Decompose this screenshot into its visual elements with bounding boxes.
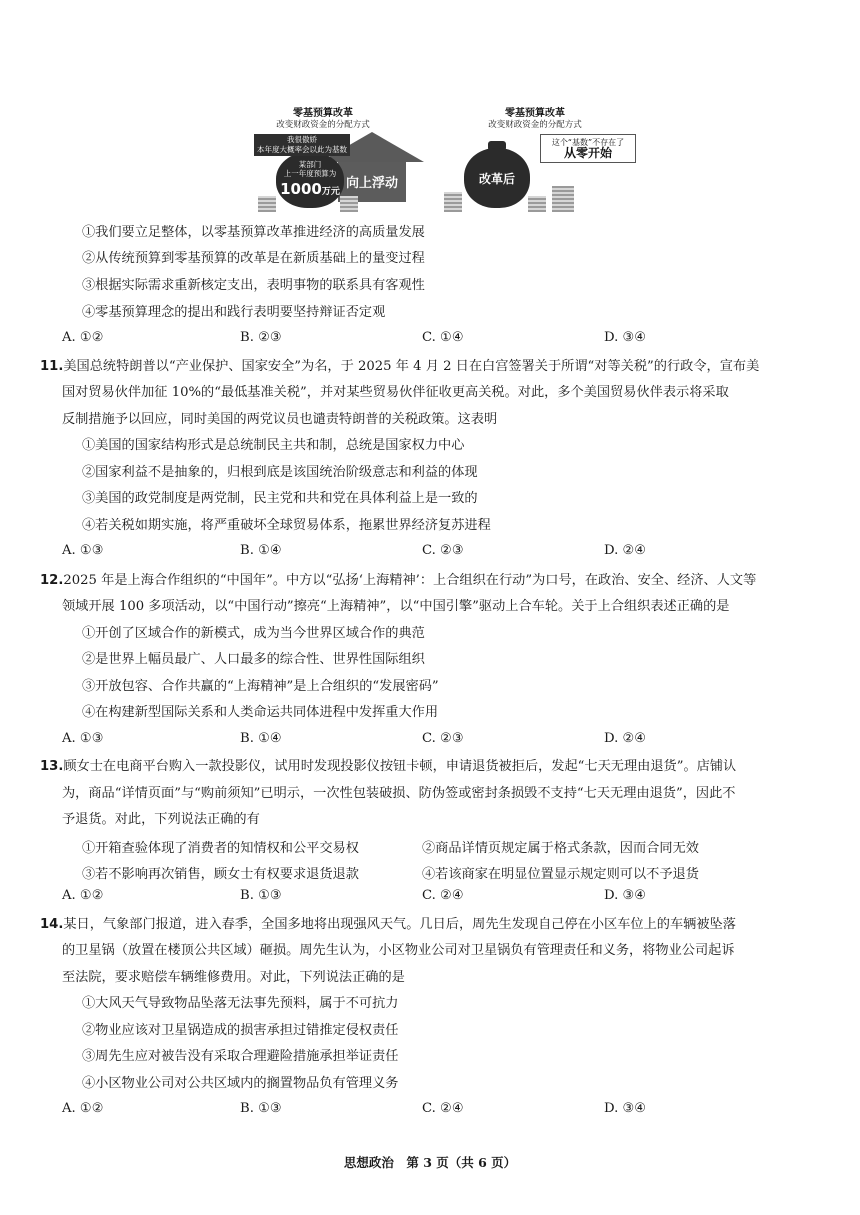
figure-note-line: 这个“基数”不存在了	[551, 138, 625, 147]
q14-option: ①大风天气导致物品坠落无法事先预料，属于不可抗力	[82, 996, 399, 1011]
page-footer: 思想政治 第 3 页（共 6 页）	[343, 1155, 517, 1170]
q11-option: ②国家利益不是抽象的，归根到底是该国统治阶级意志和利益的体现	[82, 465, 478, 480]
q12-choice-c[interactable]: C. ②③	[422, 731, 464, 746]
bag-caption-line: 某部门	[298, 160, 322, 169]
bag-caption-line: 上一年度预算为	[283, 169, 337, 178]
q13-stem-line: 予退货。对此，下列说法正确的有	[62, 812, 260, 827]
figure-note-line: 我很傲娇	[287, 135, 317, 144]
figure-note-emphasis: 从零开始	[563, 146, 612, 160]
q12-stem	[40, 572, 820, 590]
q14-option: ④小区物业公司对公共区域内的搁置物品负有管理义务	[82, 1076, 399, 1091]
q13-choice-c[interactable]: C. ②④	[422, 888, 464, 903]
q13-option: ④若该商家在明显位置显示规定则可以不予退货	[422, 867, 699, 882]
q13-choice-d[interactable]: D. ③④	[604, 888, 647, 903]
q10-option: ④零基预算理念的提出和践行表明要坚持辩证否定观	[82, 305, 386, 320]
q11-choice-b[interactable]: B. ①④	[240, 543, 282, 558]
figure-note	[540, 134, 636, 163]
figure-subtitle: 改变财政资金的分配方式	[488, 120, 582, 130]
bag-amount	[276, 180, 344, 198]
q12-option: ④在构建新型国际关系和人类命运共同体进程中发挥重大作用	[82, 705, 439, 720]
q11-choice-a[interactable]: A. ①③	[62, 543, 104, 558]
figure-title: 零基预算改革	[505, 108, 565, 119]
q14-choice-a[interactable]: A. ①②	[62, 1101, 104, 1116]
q12-choice-b[interactable]: B. ①④	[240, 731, 282, 746]
coin-stack-icon	[552, 186, 574, 212]
q10-option: ②从传统预算到零基预算的改革是在新质基础上的量变过程	[82, 251, 425, 266]
figure-note	[254, 134, 350, 156]
q14-choice-c[interactable]: C. ②④	[422, 1101, 464, 1116]
q11-option: ③美国的政党制度是两党制，民主党和共和党在具体利益上是一致的	[82, 491, 478, 506]
q10-choice-d[interactable]: D. ③④	[604, 330, 647, 345]
q12-option: ③开放包容、合作共赢的“上海精神”是上合组织的“发展密码”	[82, 679, 439, 694]
bag-caption: 改革后	[478, 172, 515, 186]
q14-option: ③周先生应对被告没有采取合理避险措施承担举证责任	[82, 1049, 399, 1064]
q13-option: ②商品详情页规定属于格式条款，因而合同无效	[422, 841, 699, 856]
q13-stem	[40, 758, 820, 776]
zero-based-budget-figure	[228, 100, 628, 216]
question-number: 12.	[40, 573, 64, 588]
q10-choice-b[interactable]: B. ②③	[240, 330, 282, 345]
q13-option: ③若不影响再次销售，顾女士有权要求退货退款	[82, 867, 359, 882]
figure-title: 零基预算改革	[293, 108, 353, 119]
q13-option: ①开箱查验体现了消费者的知情权和公平交易权	[82, 841, 359, 856]
figure-panel-before	[228, 100, 418, 216]
q10-option: ①我们要立足整体，以零基预算改革推进经济的高质量发展	[82, 225, 425, 240]
coin-stack-icon	[340, 196, 358, 212]
q13-choice-a[interactable]: A. ①②	[62, 888, 104, 903]
q10-choice-c[interactable]: C. ①④	[422, 330, 464, 345]
q11-stem-line: 反制措施予以回应，同时美国的两党议员也谴责特朗普的关税政策。这表明	[62, 412, 498, 427]
q14-choice-b[interactable]: B. ①③	[240, 1101, 282, 1116]
q12-choice-a[interactable]: A. ①③	[62, 731, 104, 746]
q11-stem-line: 美国总统特朗普以“产业保护、国家安全”为名，于 2025 年 4 月 2 日在白宫签署关于所谓“对等关税”的行政令，宣布美	[63, 359, 760, 374]
q12-stem-line: 领域开展 100 多项活动，以“中国行动”擦亮“上海精神”，以“中国引擎”驱动上合车轮。关于上合组织表述正确的是	[62, 599, 730, 614]
figure-panel-after	[440, 100, 630, 216]
q14-choice-d[interactable]: D. ③④	[604, 1101, 647, 1116]
figure-note-line: 本年度大概率会以此为基数	[257, 145, 347, 154]
q11-option: ④若关税如期实施，将严重破坏全球贸易体系，拖累世界经济复苏进程	[82, 518, 491, 533]
q14-stem	[40, 916, 820, 934]
question-number: 13.	[40, 759, 64, 774]
q10-choice-a[interactable]: A. ①②	[62, 330, 104, 345]
coin-stack-icon	[444, 192, 462, 212]
q14-option: ②物业应该对卫星锅造成的损害承担过错推定侵权责任	[82, 1023, 399, 1038]
q14-stem-line: 某日，气象部门报道，进入春季，全国多地将出现强风天气。几日后，周先生发现自己停在小区车位上的车辆被坠落	[63, 917, 736, 932]
question-number: 11.	[40, 359, 64, 374]
q11-stem	[40, 358, 820, 376]
q11-choice-d[interactable]: D. ②④	[604, 543, 647, 558]
q14-stem-line: 至法院，要求赔偿车辆维修费用。对此，下列说法正确的是	[62, 970, 405, 985]
coin-stack-icon	[258, 196, 276, 212]
q12-choice-d[interactable]: D. ②④	[604, 731, 647, 746]
bag-amount-unit: 万元	[321, 187, 340, 197]
q14-stem-line: 的卫星锅（放置在楼顶公共区域）砸损。周先生认为，小区物业公司对卫星锅负有管理责任和义务，将物业公司起诉	[62, 943, 735, 958]
coin-stack-icon	[528, 196, 546, 212]
q13-choice-b[interactable]: B. ①③	[240, 888, 282, 903]
q11-choice-c[interactable]: C. ②③	[422, 543, 464, 558]
figure-subtitle: 改变财政资金的分配方式	[276, 120, 370, 130]
q10-option: ③根据实际需求重新核定支出，表明事物的联系具有客观性	[82, 278, 425, 293]
q12-option: ②是世界上幅员最广、人口最多的综合性、世界性国际组织	[82, 652, 425, 667]
question-number: 14.	[40, 917, 64, 932]
q13-stem-line: 为，商品“详情页面”与“购前须知”已明示，一次性包装破损、防伪签或密封条损毁不支持“七天无理由退货”，因此不	[62, 786, 736, 801]
q11-stem-line: 国对贸易伙伴加征 10%的“最低基准关税”，并对某些贸易伙伴征收更高关税。对此，多个美国贸易伙伴表示将采取	[62, 385, 729, 400]
q12-stem-line: 2025 年是上海合作组织的“中国年”。中方以“弘扬‘上海精神’：上合组织在行动”为口号，在政治、安全、经济、人文等	[63, 573, 757, 588]
q13-stem-line: 顾女士在电商平台购入一款投影仪，试用时发现投影仪按钮卡顿，申请退货被拒后，发起“七天无理由退货”。店铺认	[63, 759, 737, 774]
arrow-label: 向上浮动	[345, 176, 398, 191]
bag-amount-value: 1000	[280, 180, 322, 198]
bag-caption	[276, 160, 344, 178]
q12-option: ①开创了区域合作的新模式，成为当今世界区域合作的典范	[82, 626, 425, 641]
q11-option: ①美国的国家结构形式是总统制民主共和制，总统是国家权力中心	[82, 438, 465, 453]
